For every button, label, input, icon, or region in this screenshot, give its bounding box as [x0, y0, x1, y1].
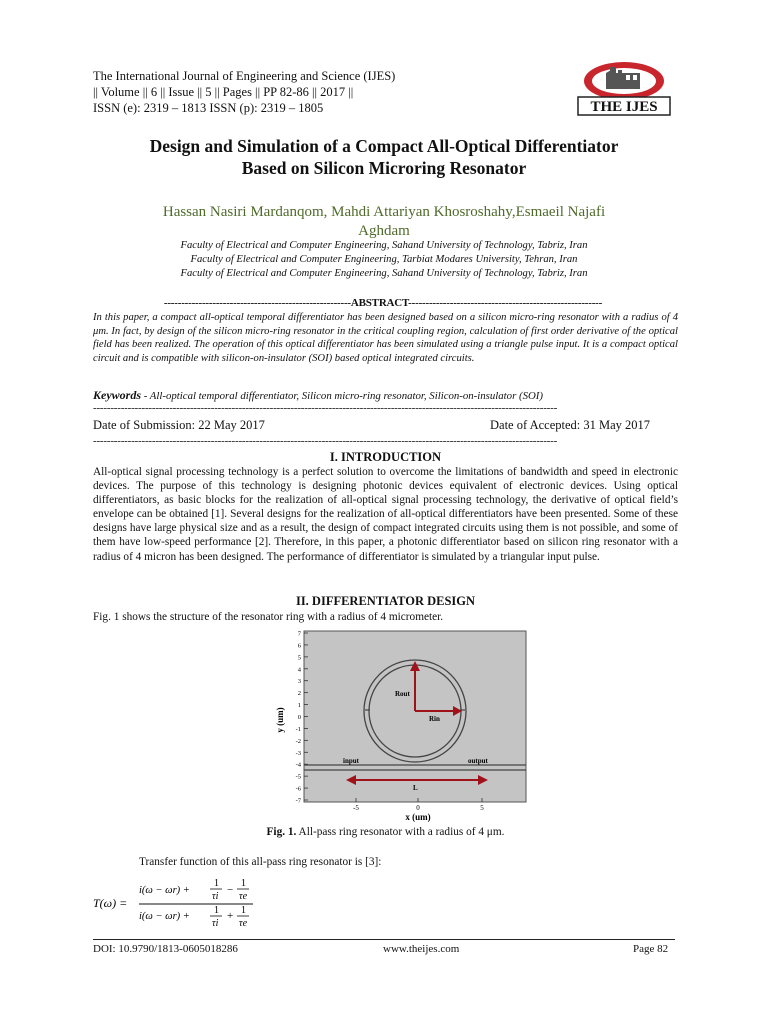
svg-text:τe: τe	[239, 918, 248, 929]
svg-text:1: 1	[241, 878, 246, 889]
date-submission: Date of Submission: 22 May 2017	[93, 418, 265, 432]
svg-text:1: 1	[241, 905, 246, 916]
y-tick-label: -4	[295, 761, 301, 769]
title-line-2: Based on Silicon Microring Resonator	[241, 158, 527, 178]
affiliation-3: Faculty of Electrical and Computer Engineering, Sahand University of Technology, Tabriz, Iran	[180, 268, 588, 279]
y-tick-label: 4	[297, 666, 301, 674]
label-rout: Rout	[395, 690, 410, 698]
rule-bottom: --------------------------------------------------------------------------------------------------------------------------------------	[93, 435, 558, 447]
eq-den-a: i(ω − ωr) +	[139, 911, 190, 922]
label-rin: Rin	[429, 715, 440, 723]
abstract-rule: ------------------------------------------------------ABSTRACT--------------------------------------------------------	[163, 297, 603, 309]
y-tick-label: 1	[297, 702, 301, 710]
caption-text: All-pass ring resonator with a radius of 4 μm.	[296, 826, 505, 838]
x-tick-label: 0	[416, 804, 420, 812]
label-L: L	[413, 784, 418, 792]
footer-page: Page 82	[633, 943, 669, 955]
x-tick-label: -5	[353, 804, 359, 812]
keywords-text: - All-optical temporal differentiator, Silicon micro-ring resonator, Silicon-on-insulator (SOI)	[141, 390, 543, 402]
svg-text:−: −	[227, 884, 234, 896]
authors	[80, 203, 688, 241]
ijes-logo	[576, 57, 672, 117]
paper-title	[60, 135, 708, 179]
authors-line-2: Aghdam	[358, 223, 410, 239]
journal-name: The International Journal of Engineering and Science (IJES)	[93, 69, 396, 83]
keywords-label: Keywords	[93, 388, 141, 402]
figure-1	[270, 624, 530, 824]
footer-doi: DOI: 10.9790/1813-0605018286	[93, 943, 238, 955]
y-tick-label: 2	[297, 690, 301, 698]
section-1-heading: I. INTRODUCTION	[329, 450, 442, 464]
label-output: output	[468, 757, 488, 765]
figure-caption	[93, 826, 678, 838]
affiliation-1: Faculty of Electrical and Computer Engineering, Sahand University of Technology, Tabriz, Iran	[180, 240, 588, 251]
svg-text:1: 1	[214, 905, 219, 916]
footer-rule	[93, 939, 675, 940]
svg-text:τi: τi	[212, 918, 219, 929]
y-tick-label: 7	[297, 630, 301, 638]
abstract-heading	[93, 297, 673, 309]
issn-line: ISSN (e): 2319 – 1813 ISSN (p): 2319 – 1805	[93, 101, 324, 115]
y-tick-label: -6	[295, 785, 301, 793]
svg-text:+: +	[227, 910, 234, 922]
rule-top: --------------------------------------------------------------------------------------------------------------------------------------	[93, 402, 558, 414]
caption-label: Fig. 1.	[266, 826, 297, 838]
date-accepted: Date of Accepted: 31 May 2017	[490, 418, 651, 432]
footer-site: www.theijes.com	[383, 943, 460, 955]
y-tick-label: -3	[295, 749, 301, 757]
x-tick-label: 5	[480, 804, 484, 812]
transfer-text: Transfer function of this all-pass ring resonator is [3]:	[139, 856, 382, 868]
section-1-body: All-optical signal processing technology is a perfect solution to overcome the limitations of bandwidth and speed in electronic devices. The purpose of this technology is designing photonic devices equivalent of electronic devices. Using optical differentiators, as basic blocks for the realization of all-optical signal processing technology, the derivative of optical field’s envelope can be obtained [1]. Several designs for the realization of all-optical differentiators have been presented. Some of these designs have large physical size and as a result, the design of compact integrated circuits using them is not possible, and some of them have low-speed performance [2]. Therefore, in this paper, a photonic differentiator based on silicon ring resonator with a radius of 4 micron has been designed. The performance of differentiator is simulated by a triangular input pulse.	[93, 466, 678, 563]
y-tick-label: -7	[295, 797, 301, 805]
transfer-equation	[91, 873, 291, 935]
abstract-text: In this paper, a compact all-optical temporal differentiator has been designed based on a silicon micro-ring resonator with a radius of 4 μm. In fact, by design of the silicon micro-ring resonator in the critical coupling region, calculation of first order derivative of the optical field has been realized. The operation of this optical differentiator has been simulated using a triangle pulse input. It is a compact optical circuit and is compatible with silicon-on-insulator (SOI) based optical integrated circuits.	[93, 312, 678, 364]
logo-text: THE IJES	[590, 99, 658, 115]
y-tick-label: 6	[297, 642, 301, 650]
authors-line-1: Hassan Nasiri Mardanqom, Mahdi Attariyan Khosroshahy,Esmaeil Najafi	[162, 204, 606, 220]
y-tick-label: 0	[297, 714, 301, 721]
y-tick-label: -1	[295, 725, 301, 733]
title-line-1: Design and Simulation of a Compact All-Optical Differentiator	[149, 136, 619, 156]
y-tick-label: -2	[295, 737, 301, 745]
eq-lhs: T(ω) =	[93, 896, 128, 910]
svg-text:τe: τe	[239, 891, 248, 902]
y-tick-label: 3	[297, 678, 301, 686]
y-tick-label: -5	[295, 773, 301, 781]
eq-num-a: i(ω − ωr) +	[139, 885, 190, 896]
section-2-intro: Fig. 1 shows the structure of the resonator ring with a radius of 4 micrometer.	[93, 611, 444, 623]
keywords	[93, 388, 678, 403]
x-axis-label: x (um)	[405, 812, 431, 822]
y-axis-label: y (um)	[275, 707, 285, 733]
svg-text:1: 1	[214, 878, 219, 889]
svg-text:τi: τi	[212, 891, 219, 902]
section-2-heading: II. DIFFERENTIATOR DESIGN	[295, 594, 476, 608]
affiliation-2: Faculty of Electrical and Computer Engineering, Tarbiat Modares University, Tehran, Iran	[190, 254, 578, 265]
volume-line: || Volume || 6 || Issue || 5 || Pages || PP 82-86 || 2017 ||	[93, 85, 354, 99]
y-tick-label: 5	[297, 654, 301, 662]
label-input: input	[343, 757, 359, 765]
